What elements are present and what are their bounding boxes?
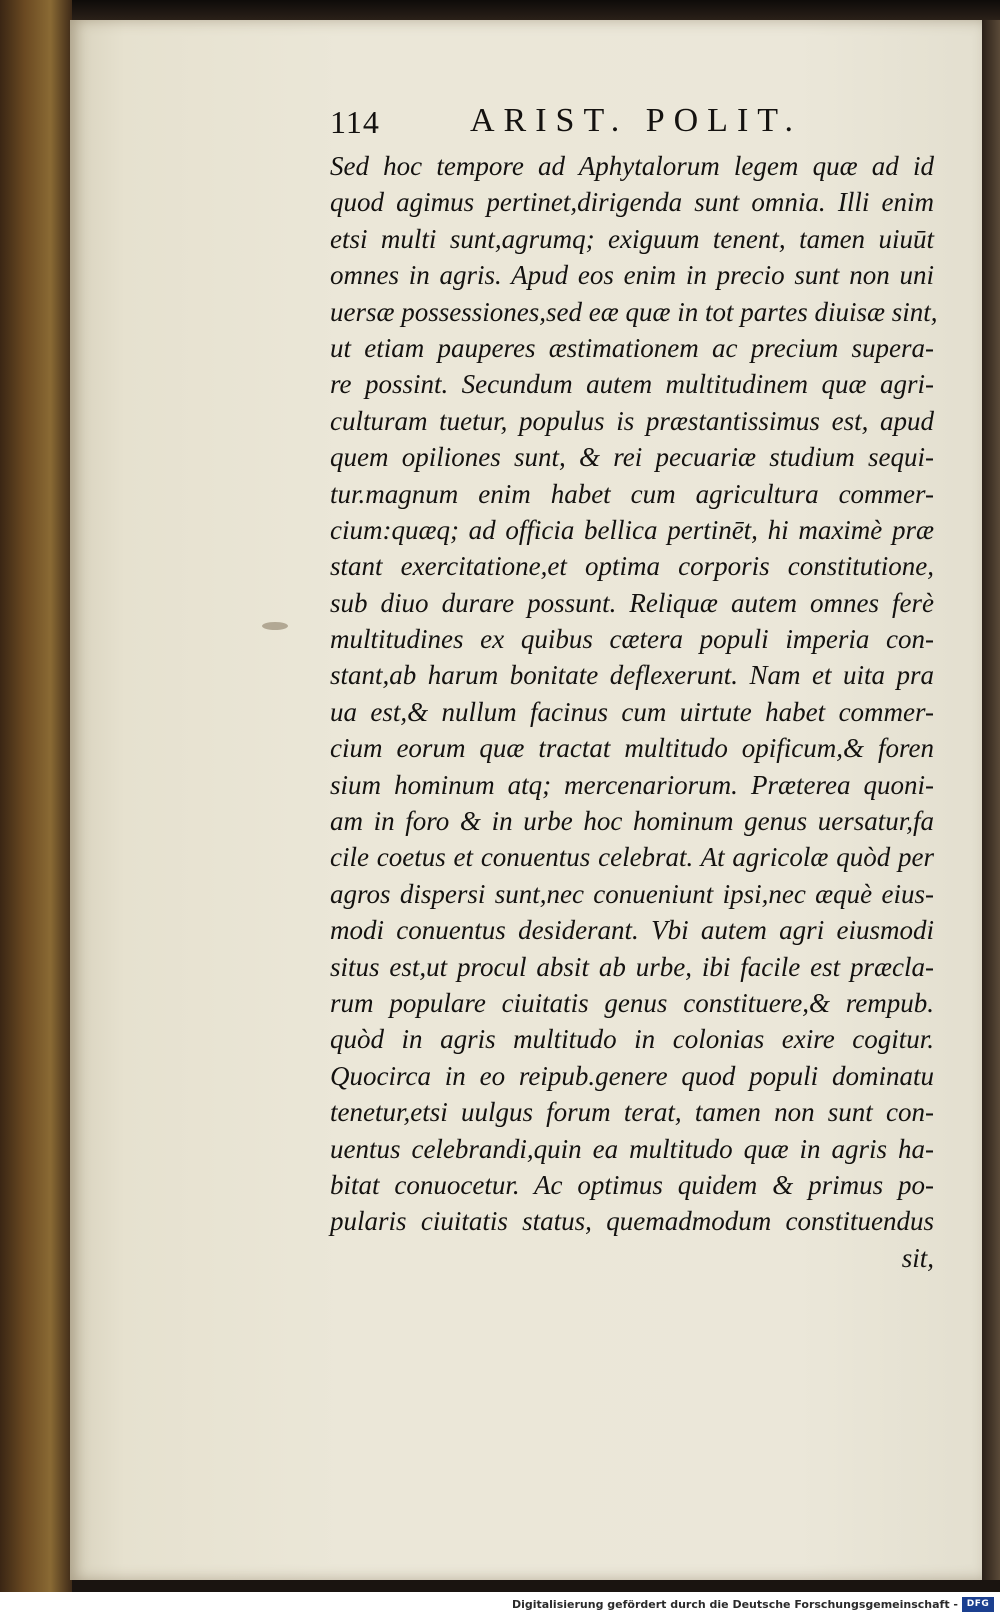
text-line: modi conuentus desiderant. Vbi autem agri eiusmodi (330, 915, 934, 946)
text-line: stant,ab harum bonitate deflexerunt. Nam et uita pra (330, 660, 934, 691)
text-line: sub diuo durare possunt. Reliquæ autem omnes ferè (330, 587, 934, 618)
text-line: sium hominum atq; mercenariorum. Præterea quoni- (330, 769, 934, 800)
book-spine-edge (0, 0, 72, 1592)
text-line: cile coetus et conuentus celebrat. At agricolæ quòd per (330, 842, 934, 873)
text-line: Sed hoc tempore ad Aphytalorum legem quæ ad id (330, 151, 934, 181)
text-line: stant exercitatione,et optima corporis constitutione, (330, 551, 934, 582)
text-line: cium:quæq; ad officia bellica pertinēt, hi maximè præ (330, 514, 934, 545)
text-line: multitudines ex quibus cætera populi imperia con- (330, 624, 934, 655)
text-line: cium eorum quæ tractat multitudo opificum,& foren (330, 733, 934, 764)
digitization-footer (0, 1592, 1000, 1621)
text-line: omnes in agris. Apud eos enim in precio sunt non uni (330, 260, 934, 291)
body-text (330, 148, 938, 1276)
catchword: sit, (901, 1242, 934, 1273)
dfg-logo: DFG (962, 1597, 994, 1612)
text-line: quod agimus pertinet,dirigenda sunt omnia. Illi enim (330, 187, 934, 218)
text-line: quem opiliones sunt, & rei pecuariæ studium sequi- (330, 442, 934, 473)
text-line: uersæ possessiones,sed eæ quæ in tot partes diuisæ sint, (330, 296, 938, 327)
text-line: uentus celebrandi,quin ea multitudo quæ in agris ha- (330, 1133, 934, 1164)
page-header (330, 100, 930, 144)
text-line: quòd in agris multitudo in colonias exire cogitur. (330, 1024, 934, 1055)
text-line: rum populare ciuitatis genus constituere,& rempub. (330, 987, 934, 1018)
text-line: tur.magnum enim habet cum agricultura commer- (330, 478, 934, 509)
funding-credit: Digitalisierung gefördert durch die Deutsche Forschungsgemeinschaft - (511, 1598, 958, 1611)
book-right-edge (982, 20, 1000, 1580)
book-top-edge (0, 0, 1000, 20)
text-line: Quocirca in eo reipub.genere quod populi dominatu (330, 1060, 934, 1091)
text-line: pularis ciuitatis status, quemadmodum constituendus (330, 1206, 934, 1237)
text-line: etsi multi sunt,agrumq; exiguum tenent, tamen uiuūt (330, 223, 934, 254)
text-line: situs est,ut procul absit ab urbe, ibi facile est præcla- (330, 951, 934, 982)
running-title: ARIST. POLIT. (470, 102, 803, 139)
text-line: re possint. Secundum autem multitudinem quæ agri- (330, 369, 934, 400)
text-line: bitat conuocetur. Ac optimus quidem & primus po- (330, 1169, 934, 1200)
page-stain (262, 622, 288, 630)
text-line: ut etiam pauperes æstimationem ac precium supera- (330, 332, 934, 363)
text-line: ua est,& nullum facinus cum uirtute habet commer- (330, 696, 934, 727)
folio-number: 114 (330, 104, 380, 140)
text-line: am in foro & in urbe hoc hominum genus uersatur,fa (330, 806, 934, 837)
text-line: tenetur,etsi uulgus forum terat, tamen non sunt con- (330, 1097, 934, 1128)
text-line: culturam tuetur, populus is præstantissimus est, apud (330, 405, 934, 436)
text-line: agros dispersi sunt,nec conueniunt ipsi,nec æquè eius- (330, 878, 934, 909)
